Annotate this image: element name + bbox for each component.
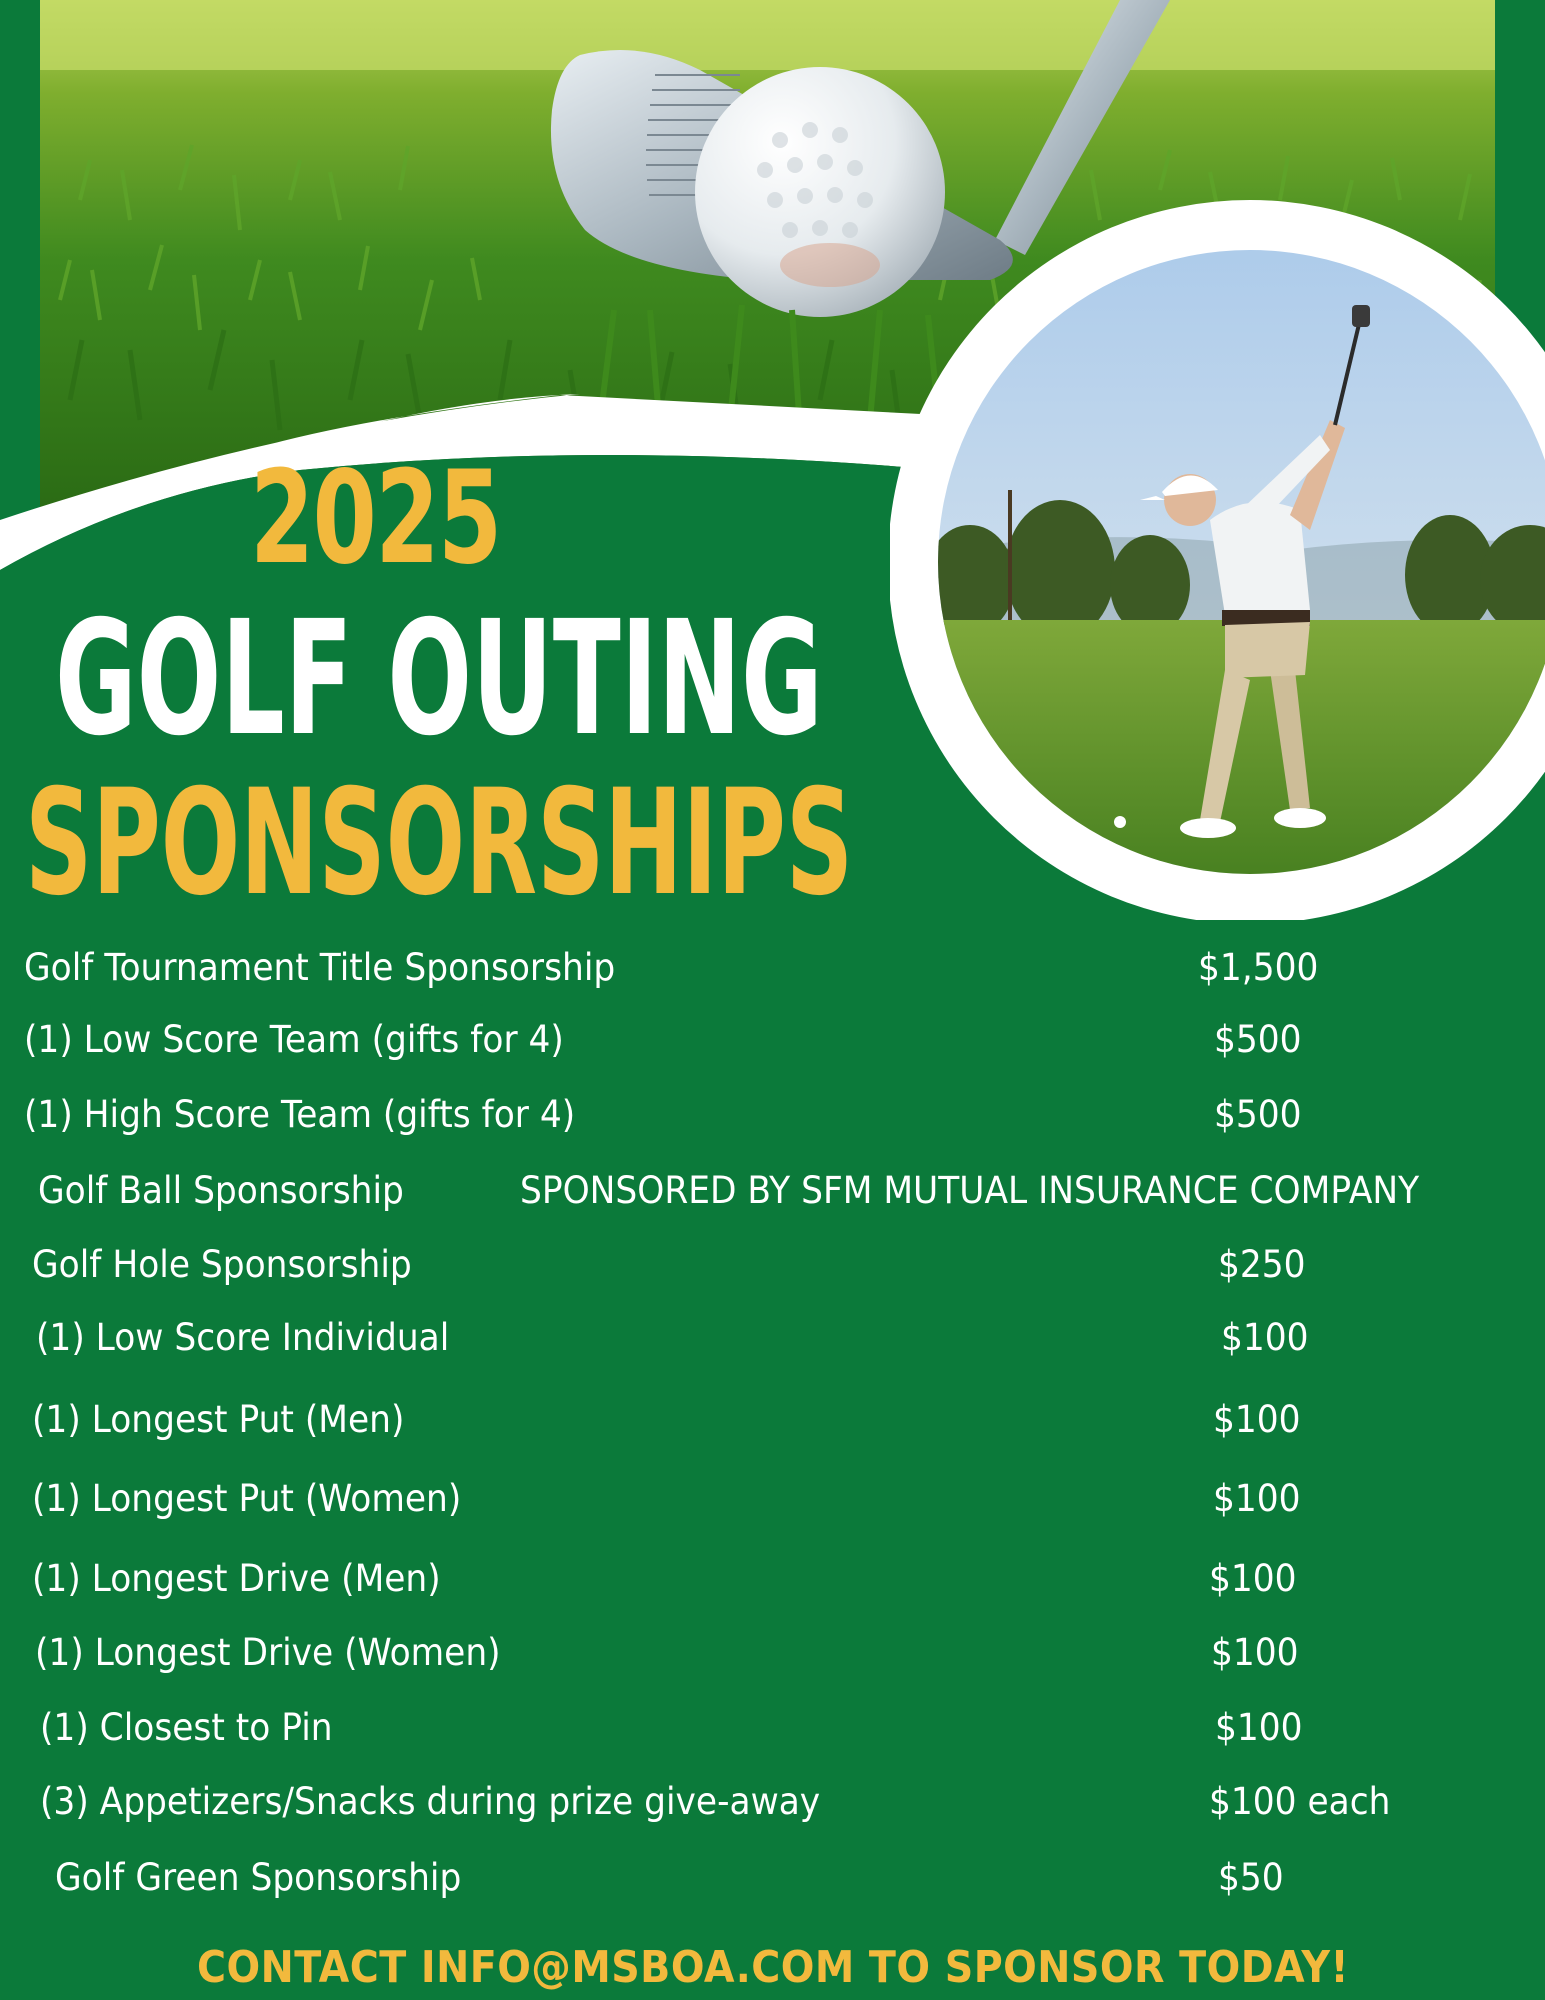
item-label: (3) Appetizers/Snacks during prize give-away xyxy=(40,1780,821,1823)
item-label: Golf Green Sponsorship xyxy=(55,1856,462,1899)
list-item xyxy=(0,946,1545,996)
item-price: $1,500 xyxy=(1198,946,1319,989)
contact-text: CONTACT INFO@MSBOA.COM TO SPONSOR TODAY! xyxy=(196,1942,1349,1993)
list-item xyxy=(0,1169,1545,1219)
item-price: $100 xyxy=(1215,1706,1303,1749)
item-label: (1) Low Score Team (gifts for 4) xyxy=(24,1018,564,1061)
item-price: $100 xyxy=(1211,1631,1299,1674)
contact-callout xyxy=(0,1942,1545,1993)
list-item xyxy=(0,1631,1545,1681)
item-label: (1) Longest Put (Women) xyxy=(32,1477,462,1520)
item-price: $250 xyxy=(1218,1243,1306,1286)
item-label: (1) Longest Drive (Men) xyxy=(32,1557,441,1600)
item-price: $500 xyxy=(1214,1093,1302,1136)
item-price: $100 xyxy=(1209,1557,1297,1600)
item-label: Golf Ball Sponsorship xyxy=(38,1169,404,1212)
item-price: $100 each xyxy=(1209,1780,1391,1823)
item-label: (1) Low Score Individual xyxy=(36,1316,450,1359)
item-label: Golf Hole Sponsorship xyxy=(32,1243,412,1286)
item-label: (1) Longest Put (Men) xyxy=(32,1398,405,1441)
sponsorships-heading: SPONSORSHIPS xyxy=(25,758,854,928)
list-item xyxy=(0,1706,1545,1756)
item-price: $100 xyxy=(1213,1477,1301,1520)
item-label: (1) Closest to Pin xyxy=(40,1706,333,1749)
item-price: $500 xyxy=(1214,1018,1302,1061)
list-item xyxy=(0,1856,1545,1906)
item-price: $100 xyxy=(1221,1316,1309,1359)
item-label: (1) High Score Team (gifts for 4) xyxy=(24,1093,576,1136)
item-label: Golf Tournament Title Sponsorship xyxy=(24,946,616,989)
golfer-photo xyxy=(890,200,1545,920)
year-heading: 2025 xyxy=(250,444,501,593)
item-label: (1) Longest Drive (Women) xyxy=(35,1631,501,1674)
list-item xyxy=(0,1316,1545,1366)
list-item xyxy=(0,1557,1545,1607)
list-item xyxy=(0,1093,1545,1143)
golf-outing-heading: GOLF OUTING xyxy=(55,587,823,771)
list-item xyxy=(0,1477,1545,1527)
list-item xyxy=(0,1398,1545,1448)
item-sponsor-note: SPONSORED BY SFM MUTUAL INSURANCE COMPANY xyxy=(520,1169,1420,1212)
item-price: $100 xyxy=(1213,1398,1301,1441)
list-item xyxy=(0,1780,1545,1830)
list-item xyxy=(0,1243,1545,1293)
list-item xyxy=(0,1018,1545,1068)
item-price: $50 xyxy=(1218,1856,1284,1899)
